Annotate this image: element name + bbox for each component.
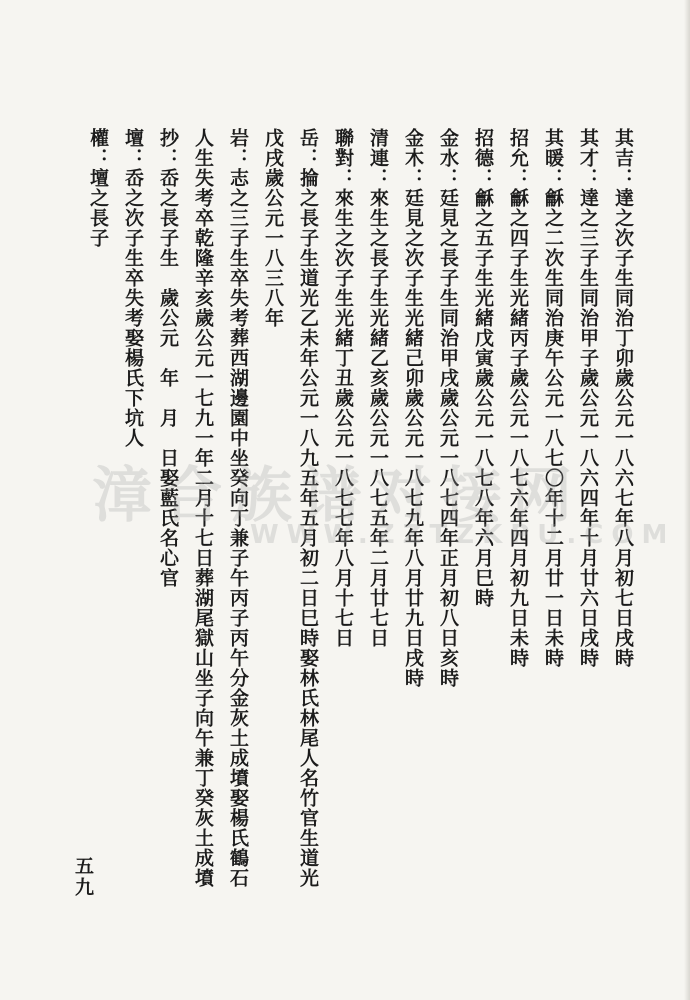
scan-edge [684,0,690,1000]
record-line: 金木：廷見之次子生光緒己卯歲公元一八七九年八月廿九日戌時 [402,128,424,688]
page-number: 五九 [72,856,94,898]
record-line: 岳：掄之長子生道光乙未年公元一八九五年五月初二日巳時娶林氏林尾人名竹官生道光 [297,128,319,888]
record-line: 壇：岙之次子生卒失考娶楊氏下坑人 [122,128,144,448]
record-line: 抄：岙之長子生 歲公元 年 月 日娶藍氏名心官 [157,128,179,588]
watermark-text: 漳合族谱对接网 [92,461,582,531]
record-line-continuation: 戊戌歲公元一八三八年 [262,128,284,328]
watermark-url: WWW.ZZTZKPU.COM [250,520,676,550]
record-line: 權：壇之長子 [87,128,109,248]
record-line: 清連：來生之長子生光緒乙亥歲公元一八七五年二月廿七日 [367,128,389,648]
record-line: 金水：廷見之長子生同治甲戌歲公元一八七四年正月初八日亥時 [437,128,459,688]
record-line: 其才：達之三子生同治甲子歲公元一八六四年十月廿六日戌時 [577,128,599,668]
record-line: 岩：志之三子生卒失考葬西湖邊園中坐癸向丁兼子午丙子丙午分金灰土成墳娶楊氏鶴石 [227,128,249,888]
record-line: 其暖：龢之二次生同治庚午公元一八七〇年十二月廿一日未時 [542,128,564,668]
record-line: 聯對：來生之次子生光緒丁丑歲公元一八七七年八月十七日 [332,128,354,648]
record-line: 招德：龢之五子生光緒戊寅歲公元一八七八年六月巳時 [472,128,494,608]
genealogy-text-block [80,128,640,888]
record-line-continuation: 人生失考卒乾隆辛亥歲公元一七九一年二月十七日葬湖尾獄山坐子向午兼丁癸灰土成墳 [192,128,214,888]
record-line: 招允：龢之四子生光緒丙子歲公元一八七六年四月初九日未時 [507,128,529,668]
record-line: 其吉：達之次子生同治丁卯歲公元一八六七年八月初七日戌時 [612,128,634,668]
